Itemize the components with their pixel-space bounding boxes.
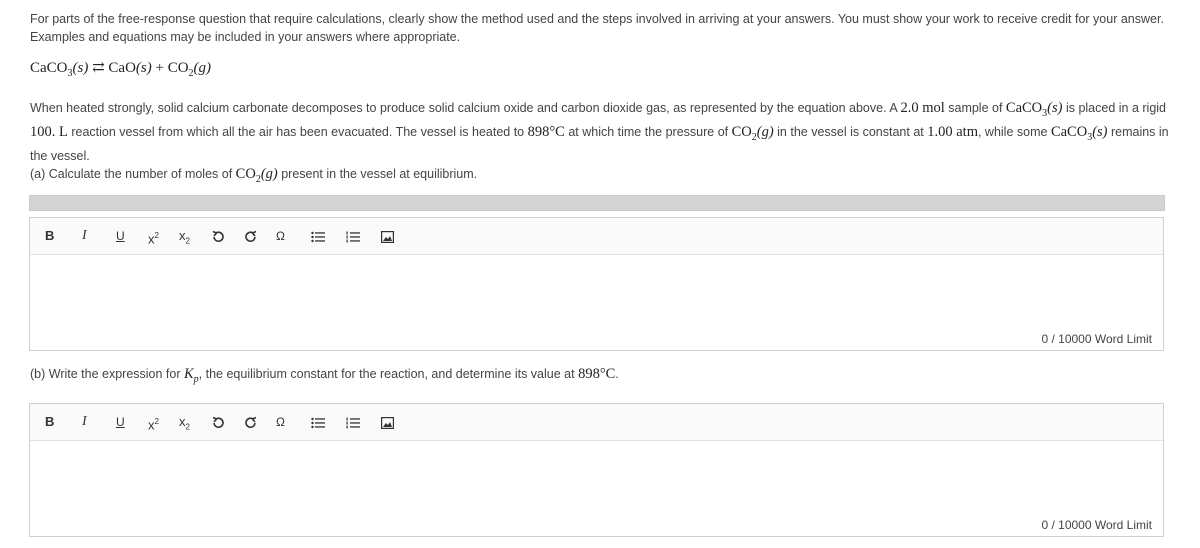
underline-button[interactable]: U [116,415,125,429]
part-b-text-2: , the equilibrium constant for the reaction, and determine its value at [198,367,579,381]
redo-icon[interactable] [244,404,258,440]
image-icon[interactable] [381,218,394,254]
part-b-kp: K [184,366,194,382]
italic-button[interactable]: I [82,414,87,429]
eq-product2-state: (g) [193,60,212,76]
question-part-b [30,366,619,385]
numbered-list-icon[interactable] [346,218,360,254]
bulleted-list-icon[interactable] [311,218,325,254]
underline-button[interactable]: U [116,229,125,243]
subscript-label: x [179,228,186,243]
subscript-mark: 2 [185,422,190,432]
subscript-label: x [179,414,186,429]
problem-text-3: is placed in a rigid [1062,101,1166,115]
eq-product2: CO [167,60,189,76]
question-part-a [30,166,477,185]
numbered-list-icon[interactable] [346,404,360,440]
word-count-a: 0 / 10000 Word Limit [1041,332,1152,346]
section-divider-bar [29,195,1165,211]
part-b-text-3: . [615,367,619,381]
part-a-co2-state: (g) [260,166,278,182]
part-a-co2: CO [235,166,256,182]
eq-product2-sub: 2 [188,68,194,79]
eq-plus: + [155,60,164,76]
problem-text-2: sample of [944,101,1006,115]
answer-editor-b [29,403,1164,537]
part-a-text-2: present in the vessel at equilibrium. [277,167,478,181]
superscript-mark: 2 [154,417,159,426]
reaction-equation [30,58,211,79]
problem-caco3-b: CaCO [1050,123,1088,140]
superscript-mark: 2 [154,231,159,240]
problem-volume: 100. L [30,123,68,140]
editor-toolbar [30,404,1163,441]
superscript-label: x [148,417,155,433]
problem-caco3: CaCO [1005,100,1043,116]
problem-text-4: reaction vessel from which all the air has been evacuated. The vessel is heated to [67,124,528,139]
eq-product1: CaO [108,60,136,76]
subscript-button[interactable] [179,218,190,254]
part-a-co2-sub: 2 [255,173,261,185]
part-b-temperature: 898°C [578,366,616,382]
problem-amount: 2.0 mol [900,100,945,116]
special-character-button[interactable]: Ω [276,229,285,243]
problem-caco3-b-sub: 3 [1087,131,1093,143]
italic-button[interactable]: I [82,228,87,243]
superscript-button[interactable] [148,404,159,440]
problem-co2-sub: 2 [751,131,757,143]
problem-text-6: in the vessel is constant at [773,124,928,139]
problem-co2: CO [731,123,752,140]
part-b-text-1: (b) Write the expression for [30,367,184,381]
superscript-button[interactable] [148,218,159,254]
undo-icon[interactable] [211,218,225,254]
problem-caco3-b-state: (s) [1092,123,1108,140]
problem-temperature: 898°C [527,123,565,140]
problem-caco3-state: (s) [1047,100,1063,116]
special-character-button[interactable]: Ω [276,415,285,429]
problem-co2-state: (g) [756,123,774,140]
bold-button[interactable]: B [45,228,55,243]
bold-button[interactable]: B [45,414,55,429]
eq-reactant-state: (s) [72,60,89,76]
problem-caco3-sub: 3 [1042,107,1048,119]
eq-product1-state: (s) [135,60,152,76]
word-count-b: 0 / 10000 Word Limit [1041,518,1152,532]
eq-reactant: CaCO [30,60,68,76]
undo-icon[interactable] [211,404,225,440]
problem-pressure: 1.00 atm [927,123,978,140]
subscript-mark: 2 [185,236,190,246]
eq-arrow: ⇄ [92,60,105,76]
eq-reactant-sub: 3 [67,68,73,79]
problem-statement [30,99,1175,165]
editor-toolbar [30,218,1163,255]
subscript-button[interactable] [179,404,190,440]
problem-text-8: remains in the vessel. [30,124,1169,163]
problem-text-5: at which time the pressure of [564,124,732,139]
problem-text-1: When heated strongly, solid calcium carbonate decomposes to produce solid calcium oxide and carbon dioxide gas, as represented by the equation above. A [30,101,901,115]
bulleted-list-icon[interactable] [311,404,325,440]
instructions-text: For parts of the free-response question that require calculations, clearly show the method used and the steps involved in arriving at your answers. You must show your work to receive credit for your answer. Examples and equations may be included in your answers where appropriate. [30,12,1164,44]
part-a-text-1: (a) Calculate the number of moles of [30,167,236,181]
image-icon[interactable] [381,404,394,440]
problem-text-7: , while some [977,124,1051,139]
redo-icon[interactable] [244,218,258,254]
part-b-kp-sub: p [193,373,199,385]
superscript-label: x [148,231,155,247]
answer-editor-a [29,217,1164,351]
